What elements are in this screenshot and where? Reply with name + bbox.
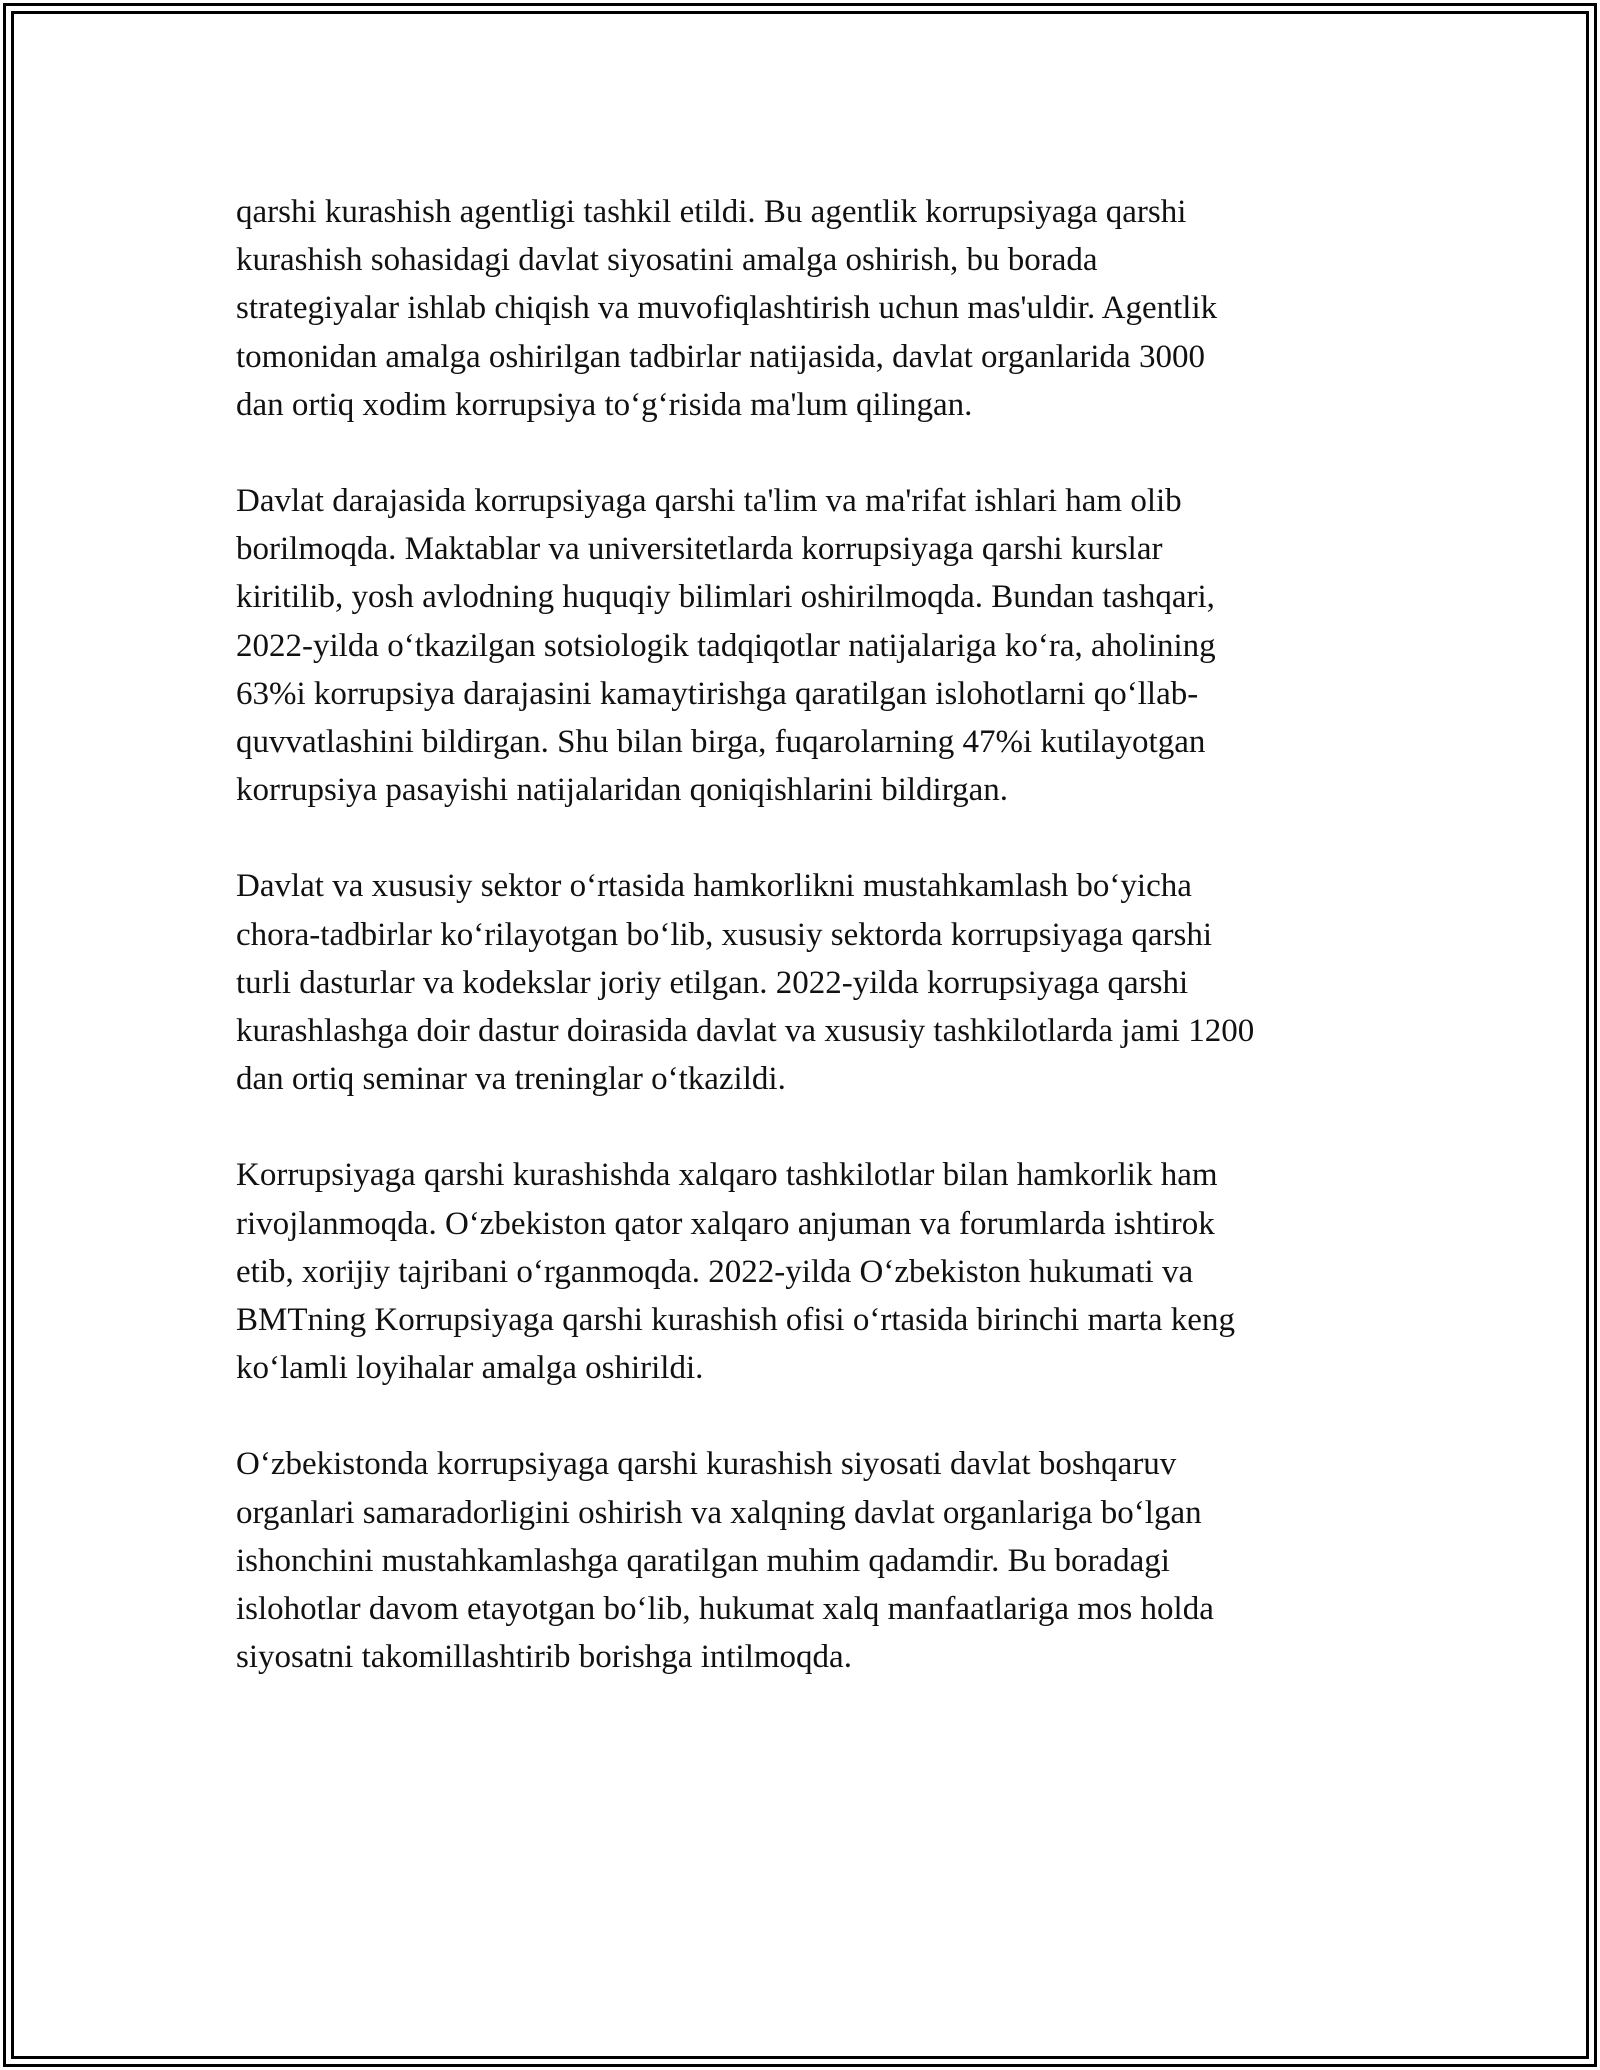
text-line: siyosatni takomillashtirib borishga intilmoqda. bbox=[236, 1639, 852, 1676]
text-line: Davlat darajasida korrupsiyaga qarshi ta'lim va ma'rifat ishlari ham olib bbox=[236, 483, 1182, 520]
document-body bbox=[236, 188, 1386, 1729]
text-line: quvvatlashini bildirgan. Shu bilan birga, fuqarolarning 47%i kutilayotgan bbox=[236, 724, 1206, 761]
text-line: rivojlanmoqda. O‘zbekiston qator xalqaro anjuman va forumlarda ishtirok bbox=[236, 1205, 1215, 1242]
text-line: 63%i korrupsiya darajasini kamaytirishga qaratilgan islohotlarni qo‘llab- bbox=[236, 675, 1199, 712]
text-line: kurashish sohasidagi davlat siyosatini amalga oshirish, bu borada bbox=[236, 242, 1098, 279]
text-line: dan ortiq seminar va treninglar o‘tkazildi. bbox=[236, 1061, 786, 1098]
paragraph-4 bbox=[236, 1151, 1386, 1392]
text-line: 2022-yilda o‘tkazilgan sotsiologik tadqiqotlar natijalariga ko‘ra, aholining bbox=[236, 627, 1216, 664]
text-line: kurashlashga doir dastur doirasida davlat va xususiy tashkilotlarda jami 1200 bbox=[236, 1013, 1255, 1050]
text-line: chora-tadbirlar ko‘rilayotgan bo‘lib, xususiy sektorda korrupsiyaga qarshi bbox=[236, 916, 1212, 953]
text-line: islohotlar davom etayotgan bo‘lib, hukumat xalq manfaatlariga mos holda bbox=[236, 1591, 1214, 1628]
text-line: strategiyalar ishlab chiqish va muvofiqlashtirish uchun mas'uldir. Agentlik bbox=[236, 290, 1218, 327]
text-line: Korrupsiyaga qarshi kurashishda xalqaro tashkilotlar bilan hamkorlik ham bbox=[236, 1157, 1218, 1194]
text-line: qarshi kurashish agentligi tashkil etildi. Bu agentlik korrupsiyaga qarshi bbox=[236, 194, 1187, 230]
paragraph-2 bbox=[236, 477, 1386, 814]
text-line: borilmoqda. Maktablar va universitetlarda korrupsiyaga qarshi kurslar bbox=[236, 531, 1163, 568]
paragraph-5 bbox=[236, 1440, 1386, 1681]
text-line: tomonidan amalga oshirilgan tadbirlar natijasida, davlat organlarida 3000 bbox=[236, 338, 1205, 375]
text-line: organlari samaradorligini oshirish va xalqning davlat organlariga bo‘lgan bbox=[236, 1494, 1202, 1531]
paragraph-1 bbox=[236, 188, 1386, 429]
text-line: ishonchini mustahkamlashga qaratilgan muhim qadamdir. Bu boradagi bbox=[236, 1542, 1170, 1579]
text-line: dan ortiq xodim korrupsiya to‘g‘risida ma'lum qilingan. bbox=[236, 386, 973, 423]
text-line: korrupsiya pasayishi natijalaridan qoniqishlarini bildirgan. bbox=[236, 772, 1008, 809]
text-line: ko‘lamli loyihalar amalga oshirildi. bbox=[236, 1350, 704, 1387]
text-line: BMTning Korrupsiyaga qarshi kurashish ofisi o‘rtasida birinchi marta keng bbox=[236, 1302, 1235, 1339]
text-line: O‘zbekistonda korrupsiyaga qarshi kurashish siyosati davlat boshqaruv bbox=[236, 1446, 1177, 1483]
text-line: turli dasturlar va kodekslar joriy etilgan. 2022-yilda korrupsiyaga qarshi bbox=[236, 964, 1189, 1001]
paragraph-3 bbox=[236, 862, 1386, 1103]
text-line: etib, xorijiy tajribani o‘rganmoqda. 2022-yilda O‘zbekiston hukumati va bbox=[236, 1253, 1194, 1290]
text-line: kiritilib, yosh avlodning huquqiy bilimlari oshirilmoqda. Bundan tashqari, bbox=[236, 579, 1215, 616]
text-line: Davlat va xususiy sektor o‘rtasida hamkorlikni mustahkamlash bo‘yicha bbox=[236, 868, 1192, 905]
